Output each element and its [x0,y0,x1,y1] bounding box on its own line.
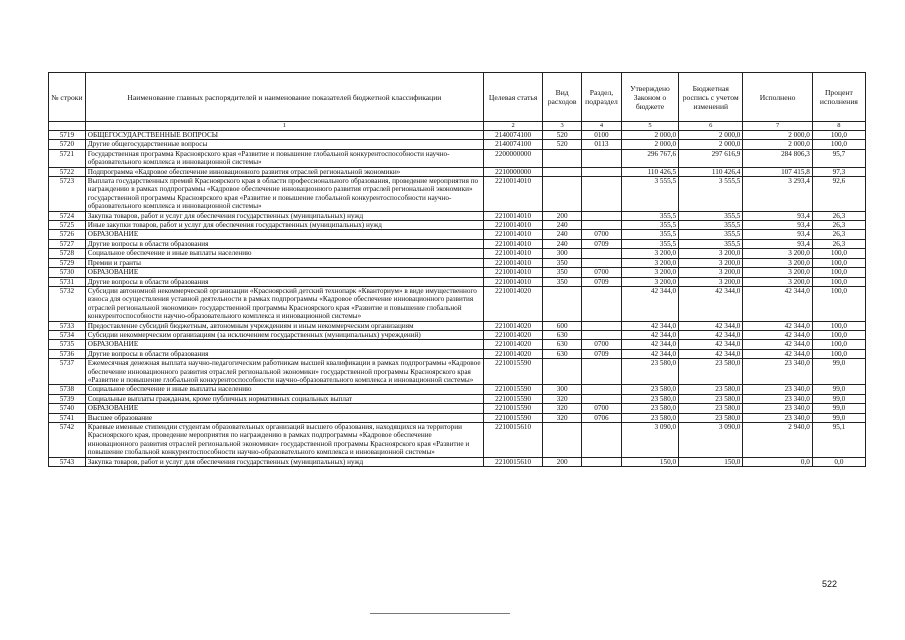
row-kind [543,359,582,385]
row-section [582,330,622,339]
header-row [49,73,866,122]
table-row [49,359,866,385]
row-approved: 296 767,6 [621,149,678,167]
row-percent: 100,0 [812,349,865,358]
row-number: 5722 [49,167,86,176]
row-name: Премии и гранты [85,258,483,267]
row-section [582,359,622,385]
row-percent: 99,0 [812,404,865,413]
row-section [582,149,622,167]
row-number: 5720 [49,140,86,149]
row-number: 5731 [49,277,86,286]
row-kind: 350 [543,277,582,286]
col-number: 3 [543,122,582,131]
row-approved: 2 000,0 [621,140,678,149]
row-section: 0100 [582,131,622,140]
row-number: 5728 [49,249,86,258]
row-executed: 42 344,0 [743,340,812,349]
row-budget: 23 580,0 [679,359,743,385]
row-section: 0709 [582,239,622,248]
row-budget: 3 555,5 [679,177,743,212]
row-percent: 0,0 [812,457,865,466]
row-section: 0706 [582,413,622,422]
col-num-header: № строки [49,73,86,122]
row-number: 5719 [49,131,86,140]
row-kind: 200 [543,457,582,466]
row-section: 0113 [582,140,622,149]
row-budget: 23 580,0 [679,413,743,422]
table-row [49,330,866,339]
row-kind: 300 [543,385,582,394]
row-kind: 350 [543,268,582,277]
table-row [49,249,866,258]
row-target: 2210014010 [484,258,543,267]
row-section: 0709 [582,277,622,286]
row-kind: 240 [543,230,582,239]
row-section [582,167,622,176]
row-number: 5740 [49,404,86,413]
row-name: Социальные выплаты гражданам, кроме публичных нормативных социальных выплат [85,394,483,403]
row-approved: 110 426,5 [621,167,678,176]
row-section [582,211,622,220]
row-budget: 23 580,0 [679,404,743,413]
row-executed: 2 000,0 [743,131,812,140]
row-percent: 99,0 [812,413,865,422]
row-budget: 355,5 [679,230,743,239]
row-percent: 26,3 [812,230,865,239]
col-number: 7 [743,122,812,131]
row-executed: 42 344,0 [743,330,812,339]
row-percent: 100,0 [812,249,865,258]
row-target: 2210015590 [484,359,543,385]
row-percent: 100,0 [812,258,865,267]
row-target: 2210014010 [484,230,543,239]
row-number: 5733 [49,321,86,330]
row-approved: 23 580,0 [621,394,678,403]
row-percent: 99,0 [812,394,865,403]
row-kind: 200 [543,211,582,220]
col-number: 1 [85,122,483,131]
row-budget: 3 090,0 [679,423,743,458]
col-number: 8 [812,122,865,131]
row-section [582,394,622,403]
row-approved: 2 000,0 [621,131,678,140]
table-row [49,277,866,286]
row-approved: 355,5 [621,239,678,248]
row-target: 2210014010 [484,268,543,277]
row-percent: 100,0 [812,268,865,277]
row-section: 0700 [582,340,622,349]
row-budget: 110 426,4 [679,167,743,176]
col-number: 5 [621,122,678,131]
row-kind: 520 [543,131,582,140]
row-budget: 42 344,0 [679,286,743,321]
row-budget: 42 344,0 [679,321,743,330]
row-target: 2210014010 [484,249,543,258]
row-executed: 23 340,0 [743,359,812,385]
row-percent: 100,0 [812,140,865,149]
row-executed: 107 415,8 [743,167,812,176]
row-number: 5724 [49,211,86,220]
col-number: 2 [484,122,543,131]
row-executed: 23 340,0 [743,404,812,413]
row-name: Другие вопросы в области образования [85,239,483,248]
row-approved: 355,5 [621,211,678,220]
row-target: 2210015610 [484,423,543,458]
row-executed: 3 293,4 [743,177,812,212]
row-executed: 2 000,0 [743,140,812,149]
row-budget: 42 344,0 [679,330,743,339]
row-approved: 3 200,0 [621,268,678,277]
row-percent: 100,0 [812,286,865,321]
row-percent: 100,0 [812,277,865,286]
row-approved: 42 344,0 [621,349,678,358]
table-row [49,131,866,140]
row-approved: 150,0 [621,457,678,466]
row-target: 2210014020 [484,340,543,349]
col-number [49,122,86,131]
row-executed: 3 200,0 [743,268,812,277]
table-row [49,457,866,466]
row-approved: 23 580,0 [621,385,678,394]
row-number: 5729 [49,258,86,267]
row-kind [543,286,582,321]
row-budget: 3 200,0 [679,277,743,286]
row-budget: 3 200,0 [679,268,743,277]
row-target: 2210014010 [484,239,543,248]
row-percent: 100,0 [812,330,865,339]
row-section [582,249,622,258]
row-number: 5730 [49,268,86,277]
row-percent: 99,0 [812,359,865,385]
row-name: Высшее образование [85,413,483,422]
table-row [49,221,866,230]
table-row [49,258,866,267]
row-section [582,423,622,458]
row-executed: 2 940,0 [743,423,812,458]
row-name: Субсидии некоммерческим организациям (за исключением государственных (муниципальных) учреждений) [85,330,483,339]
row-name: Другие общегосударственные вопросы [85,140,483,149]
row-name: Социальное обеспечение и иные выплаты населению [85,385,483,394]
row-budget: 23 580,0 [679,394,743,403]
table-row [49,340,866,349]
row-executed: 42 344,0 [743,349,812,358]
row-approved: 42 344,0 [621,286,678,321]
row-budget: 3 200,0 [679,258,743,267]
row-budget: 3 200,0 [679,249,743,258]
row-kind: 240 [543,239,582,248]
row-target: 2210015590 [484,404,543,413]
row-section [582,286,622,321]
row-name: Другие вопросы в области образования [85,277,483,286]
row-section [582,385,622,394]
row-executed: 93,4 [743,230,812,239]
row-number: 5727 [49,239,86,248]
row-approved: 42 344,0 [621,340,678,349]
table-row [49,385,866,394]
row-target: 2140074100 [484,131,543,140]
row-name: Выплата государственных премий Красноярского края в области профессионального образования, проведение мероприятия по награждению в рамках подпрограммы «Кадровое обеспечение инновационного развития отраслей региональной экономики» государственной программы Красноярского края «Развитие и повышение глобальной конкурентоспособности научно-образовательного комплекса и инновационной системы» [85,177,483,212]
row-executed: 42 344,0 [743,321,812,330]
row-approved: 355,5 [621,230,678,239]
row-percent: 95,1 [812,423,865,458]
row-target: 2210014010 [484,221,543,230]
row-percent: 99,0 [812,385,865,394]
row-approved: 42 344,0 [621,330,678,339]
row-approved: 23 580,0 [621,359,678,385]
column-number-row [49,122,866,131]
row-number: 5738 [49,385,86,394]
row-kind: 300 [543,249,582,258]
row-kind: 240 [543,221,582,230]
row-executed: 23 340,0 [743,394,812,403]
row-name: Субсидии автономной некоммерческой организации «Красноярский детский технопарк «Кванториум» в виде имущественного взноса для осуществления уставной деятельности в рамках подпрограммы «Кадровое обеспечение инновационного развития отраслей региональной экономики» государственной программы Красноярского края «Развитие и повышение глобальной конкурентоспособности научно-образовательного комплекса и инновационной системы» [85,286,483,321]
row-target: 2210015590 [484,394,543,403]
table-row [49,268,866,277]
row-approved: 3 200,0 [621,277,678,286]
row-executed: 23 340,0 [743,413,812,422]
budget-table [48,72,866,467]
row-name: Иные закупки товаров, работ и услуг для обеспечения государственных (муниципальных) нужд [85,221,483,230]
row-percent: 26,3 [812,239,865,248]
row-kind: 320 [543,394,582,403]
col-target-header: Целевая статья [484,73,543,122]
table-row [49,349,866,358]
row-percent: 26,3 [812,211,865,220]
row-number: 5734 [49,330,86,339]
row-section [582,258,622,267]
row-target: 2210014020 [484,286,543,321]
row-kind: 600 [543,321,582,330]
row-percent: 97,3 [812,167,865,176]
row-section [582,457,622,466]
table-row [49,167,866,176]
row-approved: 42 344,0 [621,321,678,330]
row-kind: 320 [543,413,582,422]
row-section: 0709 [582,349,622,358]
row-approved: 23 580,0 [621,413,678,422]
row-section: 0700 [582,230,622,239]
row-name: Краевые именные стипендии студентам образовательных организаций высшего образования, находящихся на территории Красноярского края, проведение мероприятия по награждению в рамках подпрограммы «Кадровое обеспечение инновационного развития отраслей региональной экономики» государственной программы Красноярского края «Развитие и повышение глобальной конкурентоспособности научно-образовательного комплекса и инновационной системы» [85,423,483,458]
row-approved: 3 200,0 [621,249,678,258]
page-number: 522 [822,579,838,589]
table-row [49,286,866,321]
row-target: 2210014010 [484,211,543,220]
row-budget: 2 000,0 [679,131,743,140]
budget-table-container [48,72,866,467]
row-approved: 355,5 [621,221,678,230]
row-percent: 100,0 [812,321,865,330]
row-kind: 630 [543,330,582,339]
row-number: 5736 [49,349,86,358]
table-row [49,149,866,167]
row-number: 5732 [49,286,86,321]
row-executed: 3 200,0 [743,249,812,258]
table-row [49,230,866,239]
col-approved-header: Утверждено Законом о бюджете [621,73,678,122]
row-name: ОБРАЗОВАНИЕ [85,340,483,349]
row-executed: 93,4 [743,239,812,248]
table-row [49,394,866,403]
row-budget: 355,5 [679,239,743,248]
row-executed: 23 340,0 [743,385,812,394]
row-section: 0700 [582,268,622,277]
row-target: 2210014020 [484,330,543,339]
row-budget: 23 580,0 [679,385,743,394]
row-executed: 3 200,0 [743,258,812,267]
row-executed: 93,4 [743,211,812,220]
row-name: Закупка товаров, работ и услуг для обеспечения государственных (муниципальных) нужд [85,457,483,466]
col-number: 6 [679,122,743,131]
row-executed: 3 200,0 [743,277,812,286]
row-percent: 100,0 [812,340,865,349]
row-budget: 2 000,0 [679,140,743,149]
row-percent: 95,7 [812,149,865,167]
row-kind: 350 [543,258,582,267]
footer-divider [370,613,510,614]
row-executed: 93,4 [743,221,812,230]
row-executed: 284 806,3 [743,149,812,167]
col-number: 4 [582,122,622,131]
col-name-header: Наименование главных распорядителей и наименование показателей бюджетной классификации [85,73,483,122]
table-row [49,177,866,212]
row-section: 0700 [582,404,622,413]
row-kind: 320 [543,404,582,413]
row-number: 5739 [49,394,86,403]
row-target: 2210015610 [484,457,543,466]
row-name: ОБРАЗОВАНИЕ [85,268,483,277]
row-target: 2210014020 [484,349,543,358]
row-target: 2210014010 [484,177,543,212]
row-executed: 42 344,0 [743,286,812,321]
row-kind [543,423,582,458]
row-number: 5726 [49,230,86,239]
row-name: Предоставление субсидий бюджетным, автономным учреждениям и иным некоммерческим организациям [85,321,483,330]
row-number: 5742 [49,423,86,458]
row-approved: 23 580,0 [621,404,678,413]
row-name: Ежемесячная денежная выплата научно-педагогическим работникам высшей квалификации в рамках подпрограммы «Кадровое обеспечение инновационного развития отраслей региональной экономики» государственной программы Красноярского края «Развитие и повышение глобальной конкурентоспособности научно-образовательного комплекса и инновационной системы» [85,359,483,385]
table-row [49,211,866,220]
row-target: 2210015590 [484,413,543,422]
row-kind [543,167,582,176]
row-budget: 150,0 [679,457,743,466]
row-name: Социальное обеспечение и иные выплаты населению [85,249,483,258]
row-name: Государственная программа Красноярского края «Развитие и повышение глобальной конкурентоспособности научно-образовательного комплекса и инновационной системы» [85,149,483,167]
row-number: 5721 [49,149,86,167]
row-kind: 630 [543,349,582,358]
col-percent-header: Процент исполнения [812,73,865,122]
col-kind-header: Вид расходов [543,73,582,122]
row-name: ОБРАЗОВАНИЕ [85,404,483,413]
row-number: 5741 [49,413,86,422]
table-row [49,404,866,413]
row-approved: 3 090,0 [621,423,678,458]
col-section-header: Раздел, подраздел [582,73,622,122]
row-number: 5743 [49,457,86,466]
row-kind [543,149,582,167]
table-row [49,140,866,149]
row-budget: 355,5 [679,211,743,220]
row-budget: 42 344,0 [679,349,743,358]
row-section [582,221,622,230]
row-percent: 92,6 [812,177,865,212]
row-target: 2210015590 [484,385,543,394]
row-target: 2210014010 [484,277,543,286]
row-name: Другие вопросы в области образования [85,349,483,358]
row-percent: 26,3 [812,221,865,230]
row-kind [543,177,582,212]
row-kind: 630 [543,340,582,349]
row-budget: 355,5 [679,221,743,230]
row-number: 5737 [49,359,86,385]
table-row [49,321,866,330]
row-target: 2210000000 [484,167,543,176]
row-target: 2210014020 [484,321,543,330]
row-number: 5723 [49,177,86,212]
row-approved: 3 200,0 [621,258,678,267]
row-executed: 0,0 [743,457,812,466]
row-section [582,321,622,330]
row-name: Закупка товаров, работ и услуг для обеспечения государственных (муниципальных) нужд [85,211,483,220]
row-approved: 3 555,5 [621,177,678,212]
row-target: 2140074100 [484,140,543,149]
table-row [49,413,866,422]
row-name: ОБЩЕГОСУДАРСТВЕННЫЕ ВОПРОСЫ [85,131,483,140]
row-section [582,177,622,212]
table-row [49,423,866,458]
row-name: ОБРАЗОВАНИЕ [85,230,483,239]
col-budget-header: Бюджетная роспись с учетом изменений [679,73,743,122]
row-budget: 42 344,0 [679,340,743,349]
row-number: 5725 [49,221,86,230]
table-row [49,239,866,248]
row-name: Подпрограмма «Кадровое обеспечение инновационного развития отраслей региональной экономики» [85,167,483,176]
row-percent: 100,0 [812,131,865,140]
row-target: 2200000000 [484,149,543,167]
row-budget: 297 616,9 [679,149,743,167]
col-executed-header: Исполнено [743,73,812,122]
row-kind: 520 [543,140,582,149]
row-number: 5735 [49,340,86,349]
